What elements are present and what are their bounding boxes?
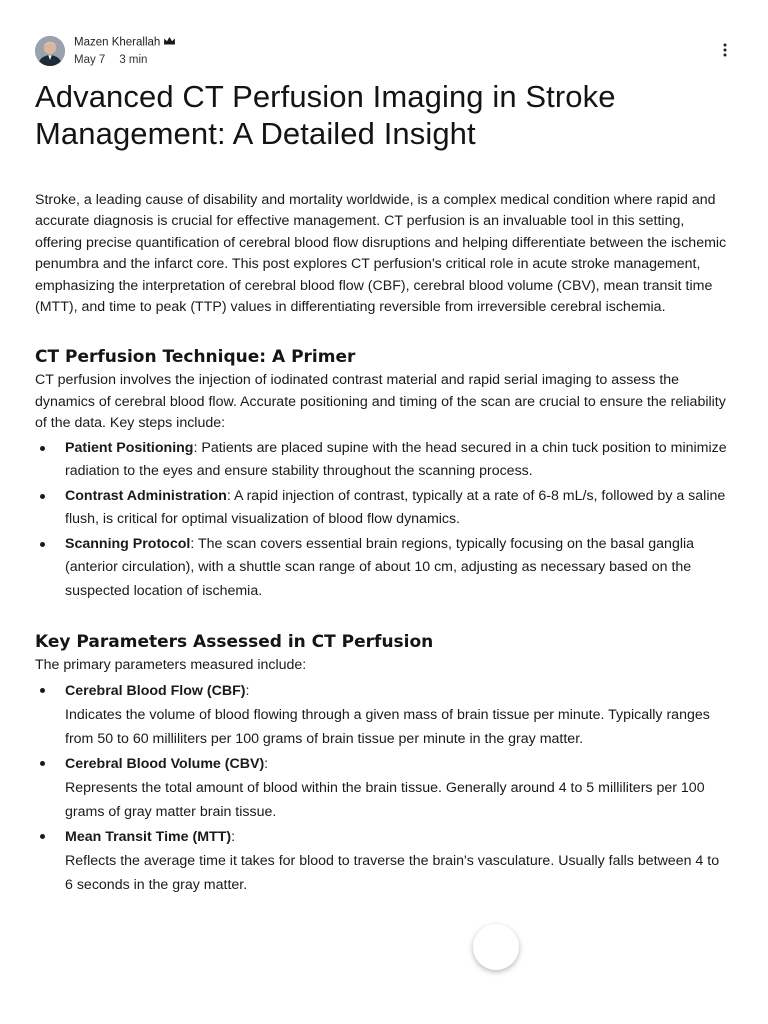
list-item [65,752,735,824]
list-item [65,533,735,604]
list-item [65,437,735,484]
section-heading-technique: CT Perfusion Technique: A Primer [35,347,356,368]
list-item-term: Cerebral Blood Flow (CBF) [65,682,246,699]
list-item-term: Cerebral Blood Volume (CBV) [65,755,265,772]
list-item-description: : A rapid injection of contrast, typically at a rate of 6-8 mL/s, followed by a saline flush, is critical for optimal visualization of blood flow dynamics. [65,487,726,528]
technique-steps-list [35,437,735,604]
section-heading-parameters: Key Parameters Assessed in CT Perfusion [35,632,434,653]
crown-icon [163,36,176,49]
list-item [65,679,735,751]
list-item [65,825,735,897]
list-item-term: Contrast Administration [65,487,227,504]
read-time: 3 min [119,54,148,66]
list-item-colon: : [264,755,269,772]
blog-post [35,34,735,898]
post-date: May 7 [74,54,106,66]
technique-paragraph: CT perfusion involves the injection of iodinated contrast material and rapid serial imaging to assess the dynamics of cerebral blood flow. Accurate positioning and timing of the scan are crucial to ensure the reliability of the data. Key steps include: [35,372,726,432]
list-item-colon: : [245,682,250,699]
list-item-description: Represents the total amount of blood within the brain tissue. Generally around 4 to 5 milliliters per 100 grams of gray matter brain tissue. [65,779,705,820]
list-item-term: Mean Transit Time (MTT) [65,828,232,845]
list-item-description: Reflects the average time it takes for blood to traverse the brain's vasculature. Usually falls between 4 to 6 seconds in the gray matter. [65,852,720,893]
post-title: Advanced CT Perfusion Imaging in Stroke Management: A Detailed Insight [35,79,616,151]
parameters-list [35,679,735,897]
list-item-description: Indicates the volume of blood flowing through a given mass of brain tissue per minute. Typically ranges from 50 to 60 milliliters per 100 grams of brain tissue per minute in the gray matter. [65,706,710,747]
parameters-paragraph: The primary parameters measured include: [35,657,307,674]
floating-action-button[interactable] [473,924,519,970]
list-item-description: : Patients are placed supine with the head secured in a chin tuck position to minimize radiation to the eyes and ensure stability throughout the scanning process. [65,439,727,480]
list-item-term: Patient Positioning [65,439,194,456]
list-item-colon: : [231,828,236,845]
post-meta [74,54,147,66]
more-actions-button[interactable] [715,42,735,62]
list-item-term: Scanning Protocol [65,535,191,552]
post-header [35,34,735,70]
list-item-description: : The scan covers essential brain regions, typically focusing on the basal ganglia (anterior circulation), with a shuttle scan range of about 10 cm, adjusting as necessary based on the suspected location of ischemia. [65,535,695,599]
avatar[interactable] [35,36,65,66]
more-vertical-icon[interactable] [723,43,727,62]
author-name[interactable]: Mazen Kherallah [74,36,176,49]
intro-paragraph: Stroke, a leading cause of disability and mortality worldwide, is a complex medical condition where rapid and accurate diagnosis is crucial for effective management. CT perfusion is an invaluable tool in this setting, offering precise quantification of cerebral blood flow disruptions and helping differentiate between the ischemic penumbra and the infarct core. This post explores CT perfusion's critical role in acute stroke management, emphasizing the interpretation of cerebral blood flow (CBF), cerebral blood volume (CBV), mean transit time (MTT), and time to peak (TTP) values in differentiating reversible from irreversible cerebral ischemia. [35,192,727,316]
list-item [65,485,735,532]
